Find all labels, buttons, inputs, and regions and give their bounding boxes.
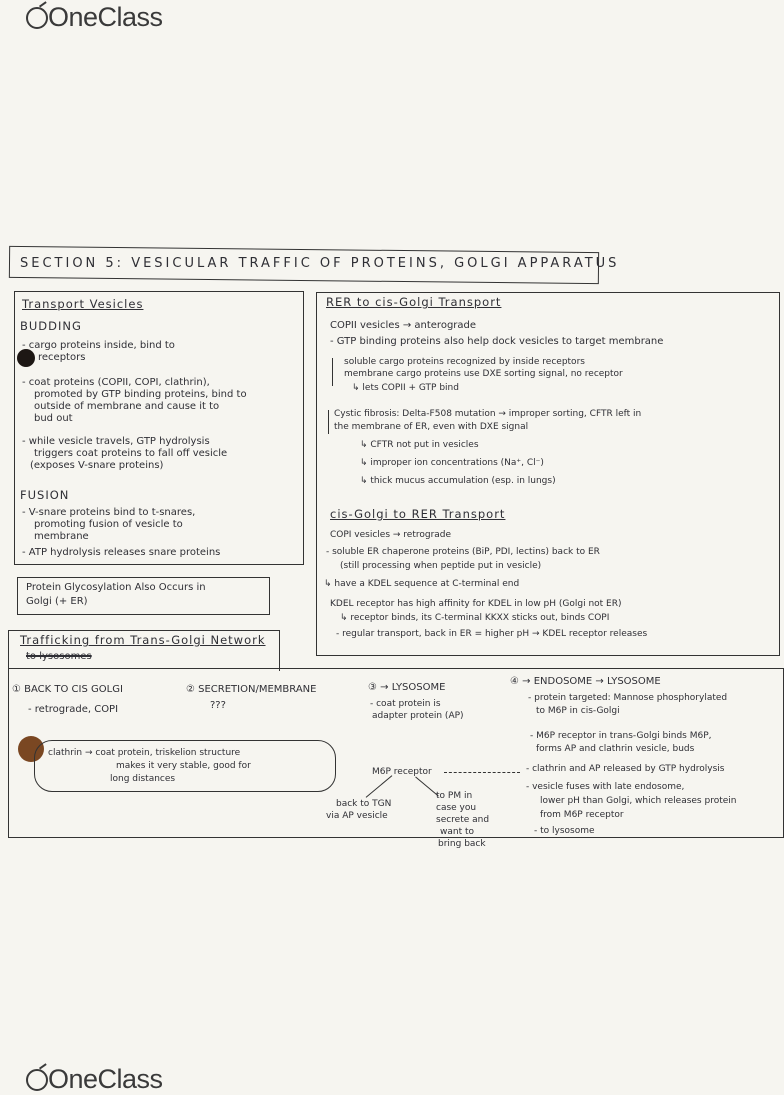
rer-line: membrane cargo proteins use DXE sorting signal, no receptor	[344, 369, 623, 379]
endosome-line: - vesicle fuses with late endosome,	[526, 782, 685, 792]
rer-line: ↳ thick mucus accumulation (esp. in lungs)	[360, 476, 556, 486]
endosome-line: - clathrin and AP released by GTP hydrolysis	[526, 764, 725, 774]
m6p-right-text: bring back	[438, 839, 486, 849]
oneclass-logo-footer	[26, 1064, 163, 1095]
budding-line: outside of membrane and cause it to	[34, 401, 220, 412]
fusion-line: - V-snare proteins bind to t-snares,	[22, 507, 196, 518]
fusion-line: membrane	[34, 531, 89, 542]
m6p-dotted-arrow	[444, 772, 520, 773]
logo-text: OneClass	[48, 1064, 163, 1094]
endosome-line: forms AP and clathrin vesicle, buds	[536, 744, 695, 754]
budding-line: promoted by GTP binding proteins, bind to	[34, 389, 247, 400]
m6p-receptor-label: M6P receptor	[372, 767, 432, 777]
golgi-rer-line: ↳ have a KDEL sequence at C-terminal end	[324, 579, 520, 589]
budding-line: bud out	[34, 413, 73, 424]
rer-line: Cystic fibrosis: Delta-F508 mutation → improper sorting, CFTR left in	[334, 409, 642, 419]
endosome-line: to M6P in cis-Golgi	[536, 706, 620, 716]
struck-heading: to lysosomes	[26, 651, 92, 662]
budding-line: - cargo proteins inside, bind to	[22, 340, 175, 351]
m6p-right-text: case you	[436, 803, 477, 813]
rer-line: ↳ CFTR not put in vesicles	[360, 440, 479, 450]
glycosylation-line: Golgi (+ ER)	[26, 596, 88, 607]
page-title: SECTION 5: VESICULAR TRAFFIC OF PROTEINS, GOLGI APPARATUS	[20, 256, 620, 271]
m6p-right-text: secrete and	[436, 815, 490, 825]
clathrin-note: clathrin → coat protein, triskelion structure	[48, 748, 241, 758]
rer-line: ↳ improper ion concentrations (Na⁺, Cl⁻)	[360, 458, 544, 468]
budding-line: receptors	[38, 352, 86, 363]
clathrin-note: long distances	[110, 774, 176, 784]
glycosylation-line: Protein Glycosylation Also Occurs in	[26, 582, 206, 593]
back-to-cis-title: ① BACK TO CIS GOLGI	[12, 684, 123, 695]
golgi-rer-line: - regular transport, back in ER = higher pH → KDEL receptor releases	[336, 629, 648, 639]
transport-vesicles-heading: Transport Vesicles	[22, 297, 144, 311]
trans-golgi-heading: Trafficking from Trans-Golgi Network	[20, 633, 266, 647]
budding-line: - coat proteins (COPII, COPI, clathrin),	[22, 377, 210, 388]
secretion-line: ???	[210, 700, 226, 711]
rer-line: the membrane of ER, even with DXE signal	[334, 422, 529, 432]
secretion-title: ② SECRETION/MEMBRANE	[186, 684, 317, 695]
rer-line: - GTP binding proteins also help dock vesicles to target membrane	[330, 336, 664, 347]
lysosome-title: ③ → LYSOSOME	[368, 682, 446, 693]
logo-text: OneClass	[48, 2, 163, 32]
budding-label: BUDDING	[20, 319, 82, 333]
bracket	[328, 410, 329, 434]
lysosome-line: adapter protein (AP)	[372, 711, 464, 721]
budding-line: - while vesicle travels, GTP hydrolysis	[22, 436, 210, 447]
golgi-rer-line: ↳ receptor binds, its C-terminal KKXX sticks out, binds COPI	[340, 613, 610, 623]
budding-line: triggers coat proteins to fall off vesicle	[34, 448, 228, 459]
fusion-label: FUSION	[20, 488, 70, 502]
endosome-line: from M6P receptor	[540, 810, 624, 820]
endosome-line: - M6P receptor in trans-Golgi binds M6P,	[530, 731, 712, 741]
bracket	[332, 358, 333, 386]
m6p-right-text: want to	[440, 827, 475, 837]
m6p-right-text: to PM in	[436, 791, 473, 801]
golgi-rer-line: (still processing when peptide put in vesicle)	[340, 561, 542, 571]
golgi-rer-line: COPI vesicles → retrograde	[330, 530, 452, 540]
endosome-line: - protein targeted: Mannose phosphorylated	[528, 693, 728, 703]
golgi-rer-line: - soluble ER chaperone proteins (BiP, PDI, lectins) back to ER	[326, 547, 600, 557]
rer-line: soluble cargo proteins recognized by inside receptors	[344, 357, 585, 367]
m6p-left-text: via AP vesicle	[326, 811, 388, 821]
endosome-title: ④ → ENDOSOME → LYSOSOME	[510, 676, 661, 687]
clathrin-note: makes it very stable, good for	[116, 761, 251, 771]
back-to-cis-line: - retrograde, COPI	[28, 704, 119, 715]
rer-to-golgi-heading: RER to cis-Golgi Transport	[326, 295, 502, 309]
golgi-to-rer-heading: cis-Golgi to RER Transport	[330, 507, 506, 521]
m6p-left-text: back to TGN	[336, 799, 392, 809]
golgi-rer-line: KDEL receptor has high affinity for KDEL in low pH (Golgi not ER)	[330, 599, 622, 609]
fusion-line: - ATP hydrolysis releases snare proteins	[22, 547, 221, 558]
endosome-line: lower pH than Golgi, which releases protein	[540, 796, 737, 806]
rer-line: COPII vesicles → anterograde	[330, 320, 477, 331]
budding-line: (exposes V-snare proteins)	[30, 460, 164, 471]
rer-line: ↳ lets COPII + GTP bind	[352, 383, 459, 393]
lysosome-line: - coat protein is	[370, 699, 441, 709]
endosome-line: - to lysosome	[534, 826, 595, 836]
fusion-line: promoting fusion of vesicle to	[34, 519, 183, 530]
